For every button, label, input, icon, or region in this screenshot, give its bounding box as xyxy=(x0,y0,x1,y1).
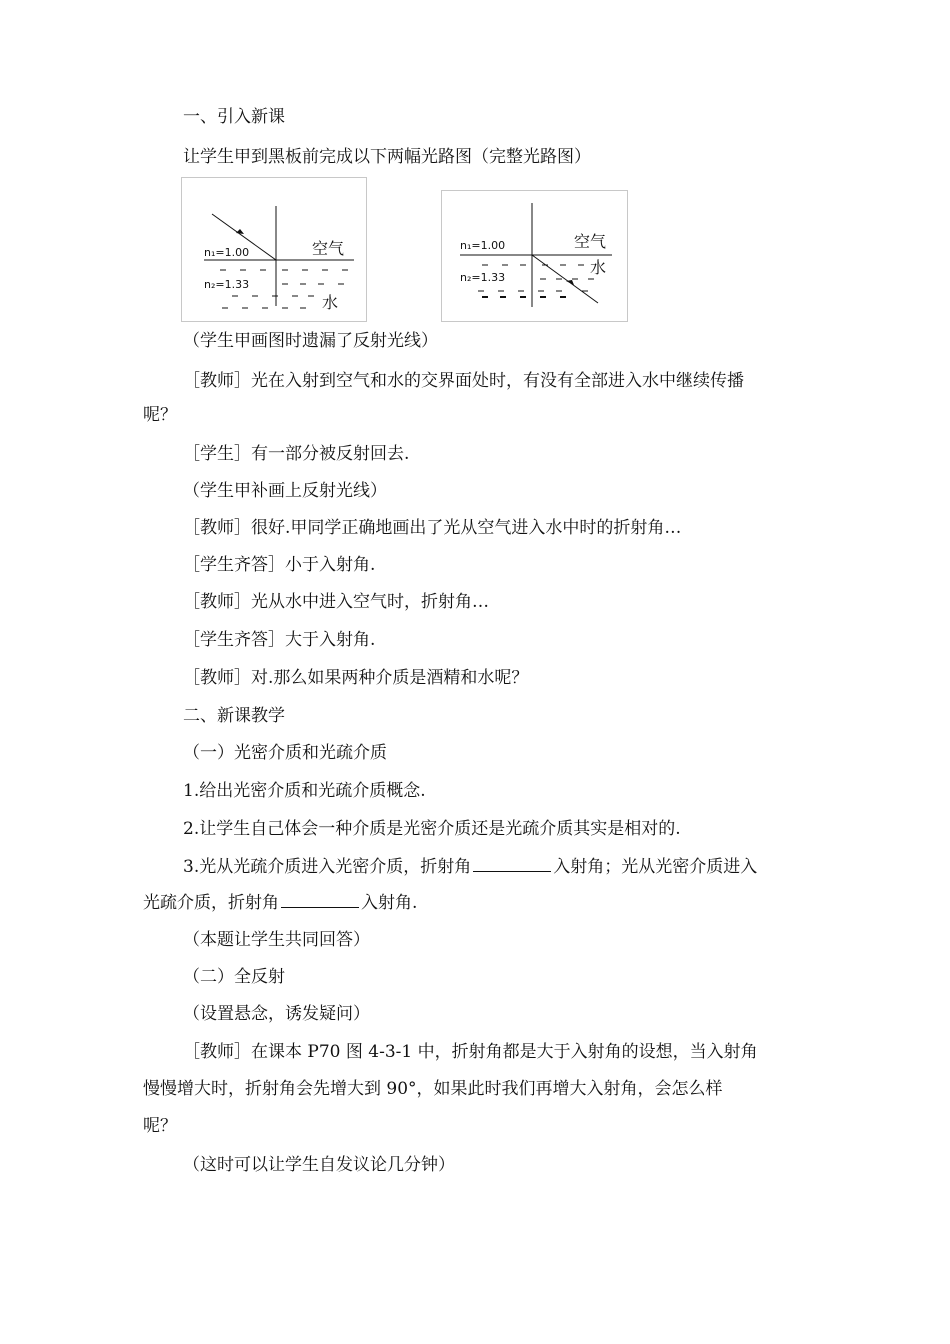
teacher-remark-5-cont-1: 慢慢增大时，折射角会先增大到 90°，如果此时我们再增大入射角，会怎么样 xyxy=(143,1079,723,1099)
teacher-question-1-cont: 呢？ xyxy=(143,405,177,425)
note-missing-reflection: （学生甲画图时遗漏了反射光线） xyxy=(183,331,438,351)
item-3-text-4: 入射角. xyxy=(361,893,418,913)
figure-2-n1-label: n₁=1.00 xyxy=(460,239,506,252)
figure-2-air-label: 空气 xyxy=(574,232,607,251)
subsection2-heading: （二）全反射 xyxy=(183,967,285,987)
teacher-remark-4: ［教师］对.那么如果两种介质是酒精和水呢？ xyxy=(183,668,529,688)
note-suspense: （设置悬念，诱发疑问） xyxy=(183,1004,370,1024)
figure-2-water-label: 水 xyxy=(590,258,607,277)
note-discuss: （这时可以让学生自发议论几分钟） xyxy=(183,1155,455,1175)
subsection1-heading: （一）光密介质和光疏介质 xyxy=(183,743,387,763)
item-3-text-3: 光疏介质，折射角 xyxy=(143,893,279,913)
teacher-remark-2: ［教师］很好.甲同学正确地画出了光从空气进入水中时的折射角… xyxy=(183,518,682,538)
note-answer-together: （本题让学生共同回答） xyxy=(183,930,370,950)
item-3-cont xyxy=(143,891,417,914)
item-3-text-2: 入射角；光从光密介质进入 xyxy=(553,857,758,877)
teacher-question-1: ［教师］光在入射到空气和水的交界面处时，有没有全部进入水中继续传播 xyxy=(183,371,744,391)
item-1: 1.给出光密介质和光疏介质概念. xyxy=(183,781,426,801)
item-3-text-1: 3.光从光疏介质进入光密介质，折射角 xyxy=(183,857,472,877)
students-answer-3: ［学生齐答］大于入射角. xyxy=(183,630,376,650)
teacher-remark-5: ［教师］在课本 P70 图 4-3-1 中，折射角都是大于入射角的设想，当入射角 xyxy=(183,1042,758,1062)
light-path-figure-2 xyxy=(441,190,628,322)
light-path-figure-1 xyxy=(181,177,367,322)
section1-heading: 一、引入新课 xyxy=(183,107,285,127)
figure-1-n1-label: n₁=1.00 xyxy=(204,246,250,259)
section2-heading: 二、新课教学 xyxy=(183,706,285,726)
intro-line: 让学生甲到黑板前完成以下两幅光路图（完整光路图） xyxy=(183,147,591,167)
fill-blank-2 xyxy=(281,891,359,908)
figure-1-air-label: 空气 xyxy=(312,239,345,258)
fill-blank-1 xyxy=(473,855,551,872)
item-2: 2.让学生自己体会一种介质是光密介质还是光疏介质其实是相对的. xyxy=(183,819,681,839)
students-answer-2: ［学生齐答］小于入射角. xyxy=(183,555,376,575)
student-answer-1: ［学生］有一部分被反射回去. xyxy=(183,444,410,464)
figure-2-drawing xyxy=(442,191,627,321)
teacher-remark-3: ［教师］光从水中进入空气时，折射角… xyxy=(183,592,489,612)
figure-1-n2-label: n₂=1.33 xyxy=(204,278,250,291)
item-3 xyxy=(183,855,757,878)
figure-2-n2-label: n₂=1.33 xyxy=(460,271,506,284)
figure-1-drawing xyxy=(182,178,366,321)
note-add-reflection: （学生甲补画上反射光线） xyxy=(183,481,387,501)
teacher-remark-5-cont-2: 呢？ xyxy=(143,1116,177,1136)
figure-1-water-label: 水 xyxy=(322,293,339,312)
